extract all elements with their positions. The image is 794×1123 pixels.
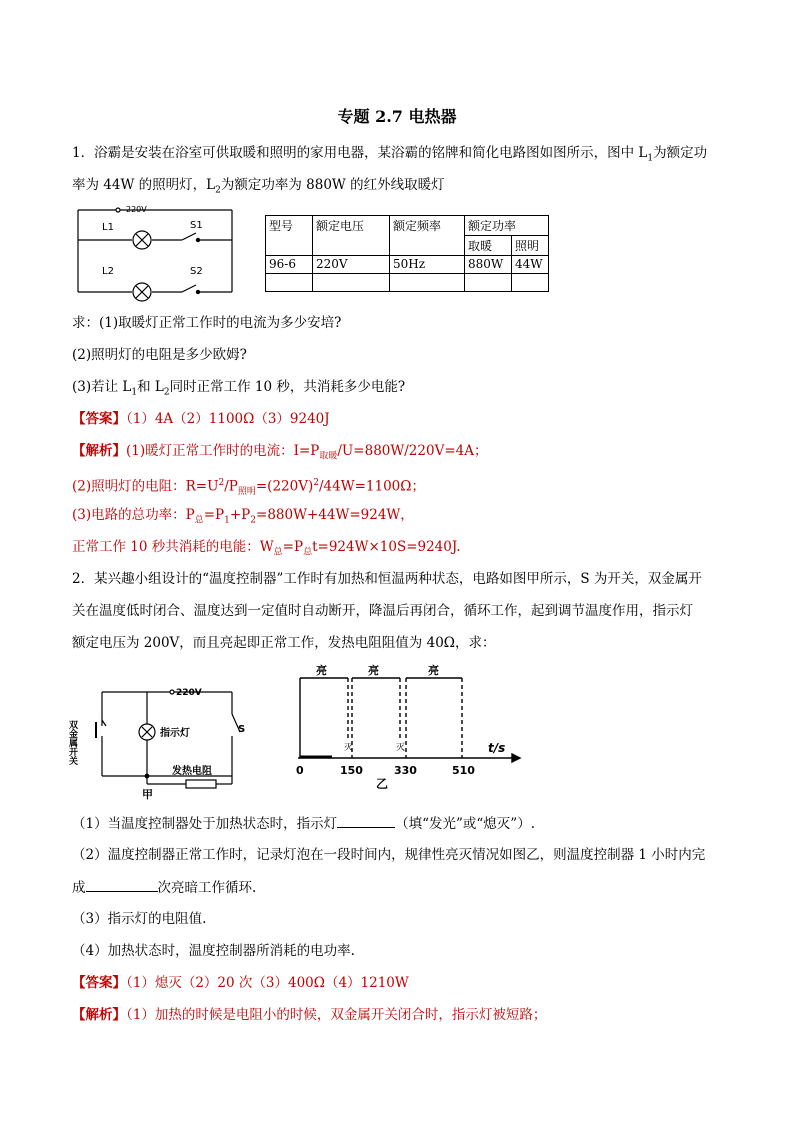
page-title: 专题 2.7 电热器 — [337, 107, 457, 126]
table-header-heat: 取暖 — [465, 236, 512, 256]
table-header-frequency: 额定频率 — [390, 216, 465, 256]
table-header-light: 照明 — [512, 236, 549, 256]
q2-circuit-lamp-label: 指示灯 — [160, 728, 190, 739]
q2-text-line3: 额定电压为 200V，而且亮起即正常工作，发热电阻阻值为 40Ω，求： — [72, 635, 496, 651]
q2-timing-on-3: 亮 — [428, 664, 439, 677]
table-cell-light: 44W — [512, 256, 549, 274]
q1-ask-1: 求：(1)取暖灯正常工作时的电流为多少安培? — [72, 315, 342, 331]
table-header-model: 型号 — [266, 216, 313, 256]
q2-analysis: 【解析】（1）加热的时候是电阻小的时候，双金属开关闭合时，指示灯被短路； — [72, 1007, 547, 1023]
q1-spec-table — [265, 215, 549, 292]
q2-timing-tick-150: 150 — [340, 764, 363, 777]
table-cell-empty — [390, 274, 465, 292]
table-cell-empty — [313, 274, 390, 292]
table-cell-heat: 880W — [465, 256, 512, 274]
q2-timing-tick-510: 510 — [452, 764, 475, 777]
q1-ask-3: (3)若让 $L_1$和 $L_2$同时正常工作 10 秒，共消耗多少电能? — [72, 379, 406, 398]
q1-analysis-1: 【解析】(1)暖灯正常工作时的电流：$I=P_{取暖}/U=880W/220V=4A$； — [72, 443, 488, 462]
table-cell-empty — [266, 274, 313, 292]
q2-ask-4: （4）加热状态时，温度控制器所消耗的电功率. — [72, 943, 355, 959]
q1-analysis-2: (2)照明灯的电阻：$R=U^2/P_{照明}=(220V)^2/44W=1100\Omega$； — [72, 478, 425, 498]
q1-circuit-voltage: 220V — [126, 205, 147, 214]
q2-timing-off-1: 灭 — [344, 743, 354, 753]
q1-circuit-l1: L1 — [102, 222, 114, 233]
q1-text-line1: 1．浴霸是安装在浴室可供取暖和照明的家用电器，某浴霸的铭牌和简化电路图如图所示，图中 $L_1$为额定功 — [72, 145, 708, 164]
q2-timing-on-1: 亮 — [316, 664, 327, 677]
table-cell-voltage: 220V — [313, 256, 390, 274]
q1-ask-2: (2)照明灯的电阻是多少欧姆? — [72, 347, 247, 363]
q2-timing-axis-label: t/s — [488, 741, 506, 755]
q2-ask-1-blank — [337, 813, 395, 828]
q2-text-line1: 2．某兴趣小组设计的“温度控制器”工作时有加热和恒温两种状态，电路如图甲所示，S 为开关，双金属开 — [72, 571, 702, 587]
q2-answer: 【答案】（1）熄灭（2）20 次（3）400Ω（4）1210W — [72, 975, 409, 991]
table-header-power: 额定功率 — [465, 216, 549, 236]
q1-circuit-diagram — [72, 202, 242, 302]
q1-text-line2: 率为 44W 的照明灯，$L_2$为额定功率为 880W 的红外线取暖灯 — [72, 177, 445, 196]
table-cell-frequency: 50Hz — [390, 256, 465, 274]
q1-circuit-s1: S1 — [190, 220, 203, 231]
table-cell-empty — [465, 274, 512, 292]
table-cell-model: 96-6 — [266, 256, 313, 274]
q2-ask-3: （3）指示灯的电阻值. — [72, 911, 207, 927]
q2-timing-caption: 乙 — [376, 777, 389, 791]
q2-text-line2: 关在温度低时闭合、温度达到一定值时自动断开，降温后再闭合，循环工作，起到调节温度作用，指示灯 — [72, 603, 693, 619]
table-header-voltage: 额定电压 — [313, 216, 390, 256]
q2-timing-tick-330: 330 — [394, 764, 417, 777]
q1-circuit-l2: L2 — [102, 266, 114, 277]
q2-circuit-voltage: 220V — [176, 688, 202, 698]
q2-timing-on-2: 亮 — [368, 664, 379, 677]
q2-ask-2-cont: 成 次亮暗工作循环. — [72, 877, 732, 898]
q2-ask-1: （1）当温度控制器处于加热状态时，指示灯 （填“发光”或“熄灭”）. — [72, 813, 732, 834]
q2-timing-off-2: 灭 — [396, 743, 406, 753]
q2-circuit-caption: 甲 — [142, 788, 153, 801]
q1-answer: 【答案】（1）4A（2）1100Ω（3）9240J — [72, 411, 330, 427]
q2-circuit-heater-label: 发热电阻 — [172, 766, 212, 777]
q1-analysis-4: 正常工作 10 秒共消耗的电能：$W_总=P_总t=924W\times 10S=9240J$. — [72, 539, 461, 558]
q2-circuit-diagram — [67, 680, 262, 802]
q2-circuit-switch-label: 双金属开关 — [67, 720, 77, 765]
q2-timing-tick-0: 0 — [296, 764, 304, 777]
q2-timing-diagram — [292, 660, 522, 790]
q1-circuit-s2: S2 — [190, 266, 203, 277]
q1-analysis-3: (3)电路的总功率：$P_总=P_1+P_2=880W+44W=924W$， — [72, 507, 414, 526]
q2-circuit-switch-s: S — [238, 724, 246, 735]
table-cell-empty — [512, 274, 549, 292]
q2-ask-2-blank — [86, 877, 158, 892]
q2-ask-2: （2）温度控制器正常工作时，记录灯泡在一段时间内，规律性亮灭情况如图乙，则温度控制器 1 小时内完 — [72, 847, 706, 863]
